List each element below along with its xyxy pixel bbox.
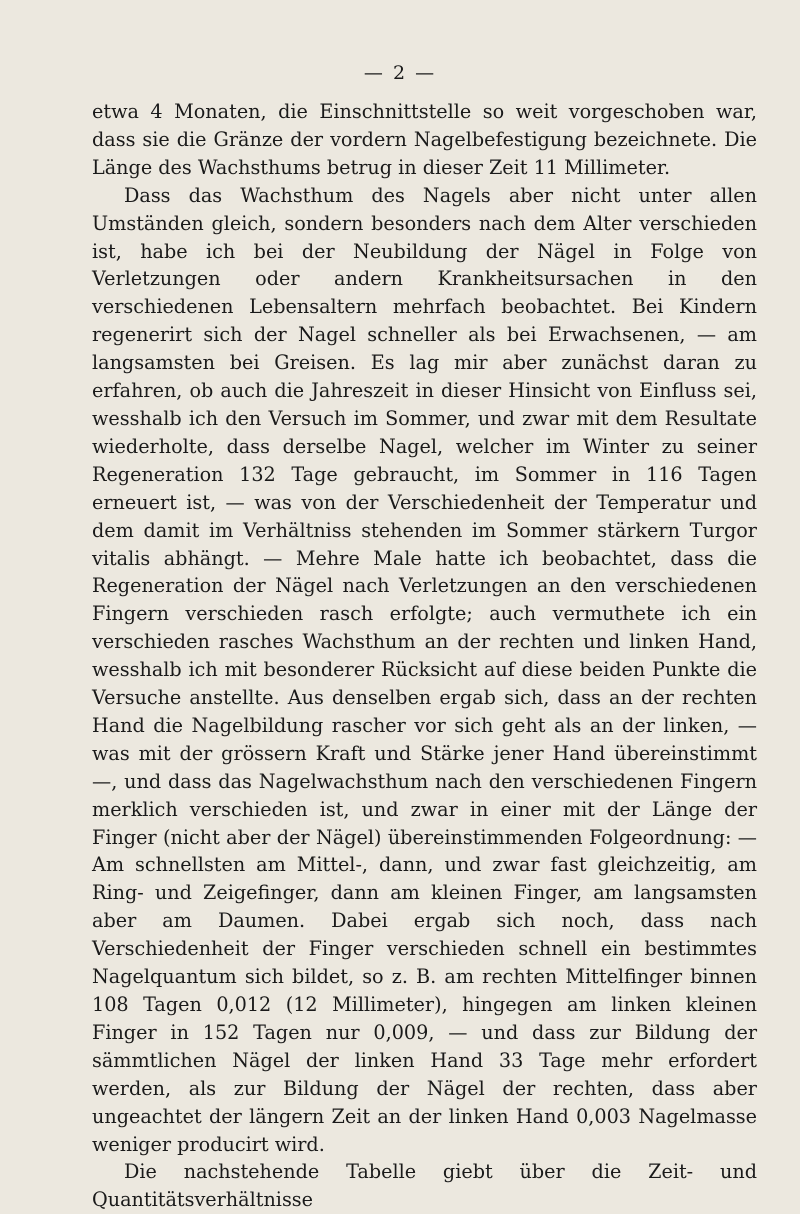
paragraph-continuation: etwa 4 Monaten, die Einschnittstelle so weit vorgeschoben war, dass sie die Gränze der vordern Nagelbefestigung bezeichnete. Die Länge des Wachsthums betrug in dieser Zeit 11 Millimeter.: [92, 100, 757, 179]
page-number: — 2 —: [363, 62, 437, 84]
body-text: [92, 98, 757, 1214]
paragraph-nail-growth: Dass das Wachsthum des Nagels aber nicht unter allen Umständen gleich, sondern besonders nach dem Alter verschieden ist, habe ich bei der Neubildung der Nägel in Folge von Verletzungen oder andern Krankheitsursachen in den verschiedenen Lebensaltern mehrfach beobachtet. Bei Kindern regenerirt sich der Nagel schneller als bei Erwachsenen, — am langsamsten bei Greisen. Es lag mir aber zunächst daran zu erfahren, ob auch die Jahreszeit in dieser Hinsicht von Einfluss sei, wesshalb ich den Versuch im Sommer, und zwar mit dem Resultate wiederholte, dass derselbe Nagel, welcher im Winter zu seiner Regeneration 132 Tage gebraucht, im Sommer in 116 Tagen erneuert ist, — was von der Verschiedenheit der Temperatur und dem damit im Verhältniss stehenden im Sommer stärkern Turgor vitalis abhängt. — Mehre Male hatte ich beobachtet, dass die Regeneration der Nägel nach Verletzungen an den verschiedenen Fingern verschieden rasch erfolgte; auch vermuthete ich ein verschieden rasches Wachsthum an der rechten und linken Hand, wesshalb ich mit besonderer Rücksicht auf diese beiden Punkte die Versuche anstellte. Aus denselben ergab sich, dass an der rechten Hand die Nagelbildung rascher vor sich geht als an der linken, — was mit der grössern Kraft und Stärke jener Hand übereinstimmt —, und dass das Nagelwachsthum nach den verschiedenen Fingern merklich verschieden ist, und zwar in einer mit der Länge der Finger (nicht aber der Nägel) übereinstimmenden Folgeordnung: — Am schnellsten am Mittel-, dann, und zwar fast gleichzeitig, am Ring- und Zeigefinger, dann am kleinen Finger, am langsamsten aber am Daumen. Dabei ergab sich noch, dass nach Verschiedenheit der Finger verschieden schnell ein bestimmtes Nagelquantum sich bildet, so z. B. am rechten Mittelfinger binnen 108 Tagen 0,012 (12 Millimeter), hingegen am linken kleinen Finger in 152 Tagen nur 0,009, — und dass zur Bildung der sämmtlichen Nägel der linken Hand 33 Tage mehr erfordert werden, als zur Bildung der Nägel der rechten, dass aber ungeachtet der längern Zeit an der linken Hand 0,003 Nagelmasse weniger producirt wird.: [92, 183, 757, 1156]
paragraph-table-intro: Die nachstehende Tabelle giebt über die Zeit- und Quantitätsverhältnisse: [92, 1160, 757, 1212]
